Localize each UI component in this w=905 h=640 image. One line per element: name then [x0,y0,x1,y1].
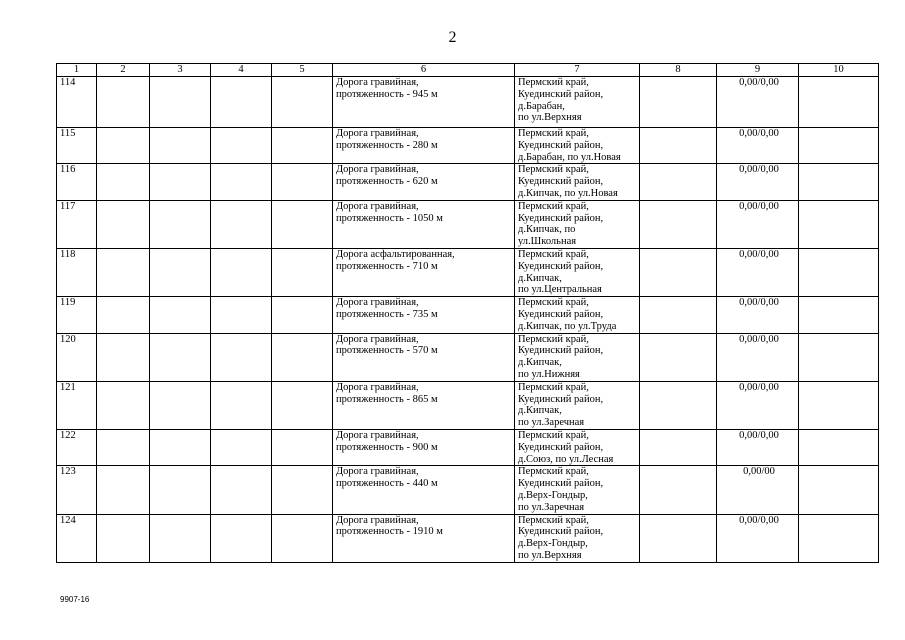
value-cell: 0,00/0,00 [717,248,799,296]
empty-cell [799,248,879,296]
empty-cell [640,466,717,514]
column-header: 5 [272,64,333,77]
value-cell: 0,00/0,00 [717,514,799,562]
address-cell: Пермский край, Куединский район, д.Кипчак, по ул.Труда [515,297,640,333]
empty-cell [272,248,333,296]
empty-cell [150,164,211,200]
column-header: 7 [515,64,640,77]
object-name-cell: Дорога гравийная, протяженность - 620 м [333,164,515,200]
row-number-cell: 117 [57,200,97,248]
empty-cell [640,77,717,128]
address-cell: Пермский край, Куединский район, д.Союз, по ул.Лесная [515,429,640,465]
empty-cell [97,200,150,248]
empty-cell [97,429,150,465]
empty-cell [150,128,211,164]
value-cell: 0,00/0,00 [717,128,799,164]
empty-cell [150,429,211,465]
empty-cell [799,297,879,333]
row-number-cell: 123 [57,466,97,514]
column-header: 3 [150,64,211,77]
empty-cell [272,333,333,381]
object-name-cell: Дорога гравийная, протяженность - 1910 м [333,514,515,562]
empty-cell [97,77,150,128]
row-number-cell: 124 [57,514,97,562]
column-header: 2 [97,64,150,77]
empty-cell [150,248,211,296]
address-cell: Пермский край, Куединский район, д.Кипчак, по ул.Новая [515,164,640,200]
object-name-cell: Дорога гравийная, протяженность - 570 м [333,333,515,381]
empty-cell [799,200,879,248]
row-number-cell: 118 [57,248,97,296]
empty-cell [97,128,150,164]
empty-cell [211,333,272,381]
empty-cell [799,466,879,514]
empty-cell [640,248,717,296]
address-cell: Пермский край, Куединский район, д.Кипчак, по ул.Центральная [515,248,640,296]
empty-cell [640,429,717,465]
empty-cell [150,200,211,248]
empty-cell [97,381,150,429]
value-cell: 0,00/0,00 [717,297,799,333]
object-name-cell: Дорога асфальтированная, протяженность - 710 м [333,248,515,296]
empty-cell [211,164,272,200]
empty-cell [272,77,333,128]
address-cell: Пермский край, Куединский район, д.Кипчак, по ул.Нижняя [515,333,640,381]
empty-cell [272,381,333,429]
table-row [57,466,879,514]
empty-cell [799,77,879,128]
empty-cell [272,200,333,248]
registry-table [56,63,879,563]
object-name-cell: Дорога гравийная, протяженность - 1050 м [333,200,515,248]
column-header: 4 [211,64,272,77]
table-row [57,128,879,164]
empty-cell [640,200,717,248]
empty-cell [799,128,879,164]
empty-cell [799,164,879,200]
empty-cell [640,297,717,333]
address-cell: Пермский край, Куединский район, д.Барабан, по ул.Новая [515,128,640,164]
row-number-cell: 122 [57,429,97,465]
value-cell: 0,00/0,00 [717,77,799,128]
value-cell: 0,00/0,00 [717,164,799,200]
row-number-cell: 114 [57,77,97,128]
empty-cell [640,164,717,200]
empty-cell [97,164,150,200]
empty-cell [272,164,333,200]
empty-cell [150,77,211,128]
address-cell: Пермский край, Куединский район, д.Барабан, по ул.Верхняя [515,77,640,128]
empty-cell [150,297,211,333]
empty-cell [97,514,150,562]
object-name-cell: Дорога гравийная, протяженность - 440 м [333,466,515,514]
empty-cell [640,333,717,381]
object-name-cell: Дорога гравийная, протяженность - 945 м [333,77,515,128]
empty-cell [211,466,272,514]
empty-cell [799,514,879,562]
table-row [57,381,879,429]
header-row [57,64,879,77]
empty-cell [640,514,717,562]
empty-cell [150,466,211,514]
table-row [57,164,879,200]
empty-cell [211,381,272,429]
address-cell: Пермский край, Куединский район, д.Верх-Гондыр, по ул.Заречная [515,466,640,514]
table-row [57,429,879,465]
table-row [57,333,879,381]
page-number: 2 [448,29,457,46]
empty-cell [211,128,272,164]
column-header: 8 [640,64,717,77]
empty-cell [799,333,879,381]
empty-cell [272,429,333,465]
row-number-cell: 121 [57,381,97,429]
empty-cell [97,333,150,381]
table-row [57,77,879,128]
table-row [57,248,879,296]
row-number-cell: 116 [57,164,97,200]
empty-cell [272,128,333,164]
table-row [57,200,879,248]
empty-cell [211,514,272,562]
value-cell: 0,00/0,00 [717,381,799,429]
row-number-cell: 120 [57,333,97,381]
empty-cell [640,128,717,164]
empty-cell [150,381,211,429]
address-cell: Пермский край, Куединский район, д.Кипчак, по ул.Школьная [515,200,640,248]
empty-cell [211,248,272,296]
value-cell: 0,00/0,00 [717,333,799,381]
table-row [57,297,879,333]
empty-cell [272,514,333,562]
empty-cell [211,77,272,128]
empty-cell [211,297,272,333]
object-name-cell: Дорога гравийная, протяженность - 900 м [333,429,515,465]
empty-cell [211,200,272,248]
empty-cell [97,297,150,333]
value-cell: 0,00/0,00 [717,429,799,465]
empty-cell [640,381,717,429]
empty-cell [97,466,150,514]
empty-cell [150,514,211,562]
object-name-cell: Дорога гравийная, протяженность - 735 м [333,297,515,333]
empty-cell [799,381,879,429]
row-number-cell: 119 [57,297,97,333]
value-cell: 0,00/0,00 [717,200,799,248]
column-header: 10 [799,64,879,77]
empty-cell [272,297,333,333]
empty-cell [799,429,879,465]
empty-cell [272,466,333,514]
empty-cell [211,429,272,465]
table-row [57,514,879,562]
document-code: 9907-16 [60,595,90,604]
object-name-cell: Дорога гравийная, протяженность - 865 м [333,381,515,429]
empty-cell [150,333,211,381]
column-header: 6 [333,64,515,77]
address-cell: Пермский край, Куединский район, д.Кипчак, по ул.Заречная [515,381,640,429]
object-name-cell: Дорога гравийная, протяженность - 280 м [333,128,515,164]
empty-cell [97,248,150,296]
row-number-cell: 115 [57,128,97,164]
column-header: 9 [717,64,799,77]
column-header: 1 [57,64,97,77]
value-cell: 0,00/00 [717,466,799,514]
address-cell: Пермский край, Куединский район, д.Верх-Гондыр, по ул.Верхняя [515,514,640,562]
